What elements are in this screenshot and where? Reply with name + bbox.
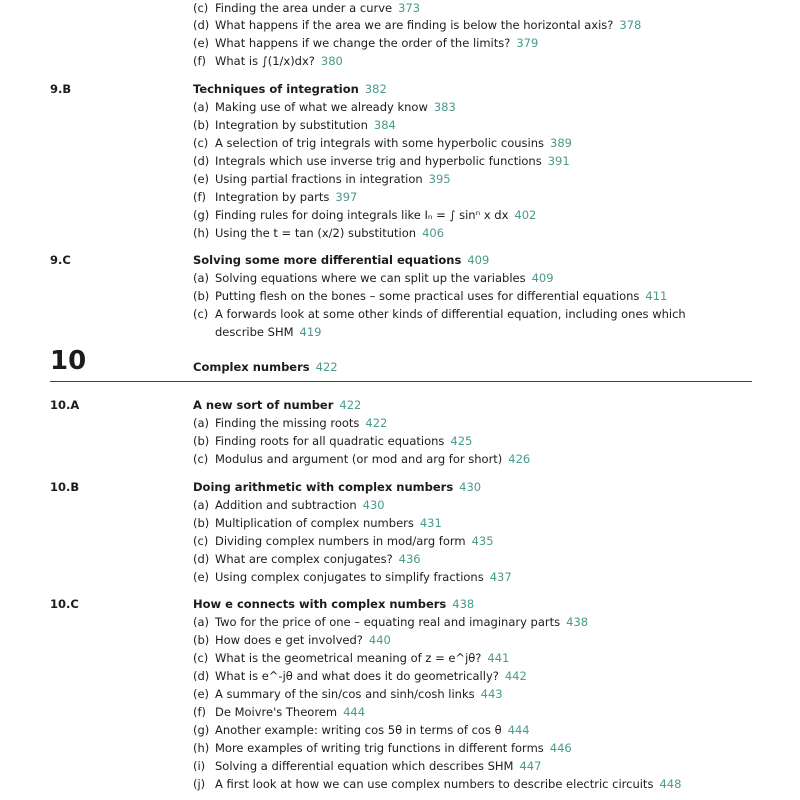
- entry-text: Two for the price of one – equating real and imaginary parts: [215, 615, 561, 629]
- toc-entry: [193, 136, 572, 150]
- entry-label: (c): [193, 452, 209, 466]
- toc-entry: [193, 307, 692, 321]
- entry-text: What happens if the area we are finding is below the horizontal axis?: [215, 18, 614, 32]
- entry-text: Using complex conjugates to simplify fractions: [215, 570, 484, 584]
- section-title-text: Techniques of integration: [193, 82, 359, 96]
- entry-label: (a): [193, 615, 210, 629]
- toc-entry: [193, 570, 512, 584]
- toc-entry: [193, 226, 444, 240]
- entry-text: Integration by substitution: [215, 118, 368, 132]
- entry-page: 379: [516, 36, 539, 50]
- entry-page: 402: [514, 208, 537, 222]
- entry-text: Multiplication of complex numbers: [215, 516, 414, 530]
- entry-label: (d): [193, 552, 210, 566]
- section-page: 438: [452, 597, 475, 611]
- toc-entry: [193, 208, 536, 222]
- entry-text: Solving equations where we can split up the variables: [215, 271, 526, 285]
- toc-entry: [193, 633, 391, 647]
- entry-label: (h): [193, 226, 210, 240]
- entry-text: Making use of what we already know: [215, 100, 428, 114]
- entry-label: (b): [193, 289, 210, 303]
- section-title: [193, 597, 474, 611]
- entry-text: Integrals which use inverse trig and hyperbolic functions: [215, 154, 542, 168]
- section-page: 382: [364, 82, 387, 96]
- entry-page: 395: [428, 172, 451, 186]
- entry-page: 436: [398, 552, 421, 566]
- entry-text: More examples of writing trig functions in different forms: [215, 741, 544, 755]
- entry-text: How does e get involved?: [215, 633, 363, 647]
- section-number: 10.C: [50, 597, 79, 611]
- entry-label: (a): [193, 271, 210, 285]
- toc-entry: [193, 100, 456, 114]
- entry-page: 443: [480, 687, 503, 701]
- entry-label: (h): [193, 741, 210, 755]
- entry-label: (c): [193, 136, 209, 150]
- entry-label: (d): [193, 18, 210, 32]
- entry-text: Finding rules for doing integrals like Iₙ = ∫ sinⁿ x dx: [215, 208, 509, 222]
- chapter-title: [193, 360, 338, 374]
- entry-page: 406: [422, 226, 445, 240]
- toc-entry: [193, 516, 442, 530]
- entry-label: (d): [193, 669, 210, 683]
- entry-text: Finding the missing roots: [215, 416, 360, 430]
- entry-label: (c): [193, 534, 209, 548]
- toc-entry: [193, 498, 385, 512]
- toc-entry: [193, 36, 538, 50]
- entry-page: 447: [519, 759, 542, 773]
- entry-page: 430: [362, 498, 385, 512]
- entry-text: What happens if we change the order of the limits?: [215, 36, 511, 50]
- entry-label: (a): [193, 100, 210, 114]
- section-page: 422: [339, 398, 362, 412]
- entry-page: 442: [504, 669, 527, 683]
- entry-page: 425: [450, 434, 473, 448]
- entry-label: (c): [193, 1, 209, 15]
- toc-entry: [193, 416, 387, 430]
- toc-entry: [193, 759, 541, 773]
- entry-text: A first look at how we can use complex numbers to describe electric circuits: [215, 777, 654, 791]
- entry-label: (b): [193, 434, 210, 448]
- entry-text: What is e^-jθ and what does it do geometrically?: [215, 669, 499, 683]
- toc-entry: [193, 705, 365, 719]
- entry-page: 438: [566, 615, 589, 629]
- entry-text: Solving a differential equation which describes SHM: [215, 759, 514, 773]
- entry-text: What is ∫(1/x)dx?: [215, 54, 315, 68]
- entry-label: (j): [193, 777, 206, 791]
- entry-page: 435: [471, 534, 494, 548]
- entry-text: What is the geometrical meaning of z = e^jθ?: [215, 651, 482, 665]
- entry-text: De Moivre's Theorem: [215, 705, 338, 719]
- toc-entry: [193, 534, 494, 548]
- entry-text: A selection of trig integrals with some hyperbolic cousins: [215, 136, 545, 150]
- entry-page: 380: [320, 54, 343, 68]
- section-title-text: Solving some more differential equations: [193, 253, 462, 267]
- entry-text: Finding roots for all quadratic equations: [215, 434, 445, 448]
- entry-page: 426: [508, 452, 531, 466]
- toc-entry: [193, 271, 554, 285]
- toc-entry: [193, 615, 588, 629]
- section-page: 430: [459, 480, 482, 494]
- toc-entry: [193, 118, 396, 132]
- entry-page: 378: [619, 18, 642, 32]
- entry-text: Putting flesh on the bones – some practical uses for differential equations: [215, 289, 640, 303]
- toc-entry: [193, 1, 420, 15]
- section-page: 409: [467, 253, 490, 267]
- entry-text: A forwards look at some other kinds of differential equation, including ones which: [215, 307, 686, 321]
- toc-entry: [193, 325, 321, 339]
- section-title-text: A new sort of number: [193, 398, 334, 412]
- toc-entry: [193, 687, 503, 701]
- entry-page: 422: [365, 416, 388, 430]
- section-title: [193, 82, 387, 96]
- toc-entry: [193, 154, 570, 168]
- entry-label: (a): [193, 416, 210, 430]
- entry-label: (i): [193, 759, 206, 773]
- entry-page: 409: [531, 271, 554, 285]
- entry-label: (b): [193, 516, 210, 530]
- toc-entry: [193, 18, 641, 32]
- toc-entry: [193, 723, 530, 737]
- entry-text: A summary of the sin/cos and sinh/cosh links: [215, 687, 475, 701]
- entry-text: Using the t = tan (x/2) substitution: [215, 226, 417, 240]
- entry-page: 444: [343, 705, 366, 719]
- entry-page: 440: [368, 633, 391, 647]
- section-title-text: Doing arithmetic with complex numbers: [193, 480, 454, 494]
- entry-label: (d): [193, 154, 210, 168]
- section-title: [193, 398, 361, 412]
- entry-page: 441: [487, 651, 510, 665]
- entry-page: 411: [645, 289, 668, 303]
- section-number: 9.C: [50, 253, 71, 267]
- entry-page: 448: [659, 777, 682, 791]
- entry-text: Addition and subtraction: [215, 498, 357, 512]
- toc-entry: [193, 54, 343, 68]
- chapter-title-text: Complex numbers: [193, 360, 310, 374]
- entry-label: (f): [193, 190, 207, 204]
- entry-page: 397: [335, 190, 358, 204]
- toc-entry: [193, 651, 509, 665]
- entry-page: 383: [433, 100, 456, 114]
- entry-label: (g): [193, 723, 210, 737]
- entry-page: 389: [550, 136, 572, 150]
- section-number: 9.B: [50, 82, 72, 96]
- section-number: 10.B: [50, 480, 80, 494]
- toc-entry: [193, 452, 530, 466]
- entry-text: Finding the area under a curve: [215, 1, 393, 15]
- entry-label: (g): [193, 208, 210, 222]
- toc-entry: [193, 669, 527, 683]
- chapter-number: 10: [50, 346, 87, 376]
- entry-label: (a): [193, 498, 210, 512]
- entry-text: Modulus and argument (or mod and arg for short): [215, 452, 503, 466]
- toc-entry: [193, 434, 472, 448]
- entry-label: (f): [193, 705, 207, 719]
- toc-entry: [193, 777, 681, 791]
- section-title-text: How e connects with complex numbers: [193, 597, 447, 611]
- entry-page: 384: [373, 118, 396, 132]
- entry-page: 419: [299, 325, 322, 339]
- entry-page: 437: [489, 570, 512, 584]
- toc-entry: [193, 741, 572, 755]
- entry-label: (e): [193, 172, 210, 186]
- entry-text: Using partial fractions in integration: [215, 172, 423, 186]
- toc-entry: [193, 289, 667, 303]
- entry-label: (c): [193, 651, 209, 665]
- entry-label: (e): [193, 36, 210, 50]
- entry-page: 391: [547, 154, 570, 168]
- entry-text: What are complex conjugates?: [215, 552, 393, 566]
- toc-entry: [193, 190, 357, 204]
- entry-label: (f): [193, 54, 207, 68]
- chapter-divider: [50, 381, 752, 382]
- section-title: [193, 480, 481, 494]
- entry-label: (c): [193, 307, 209, 321]
- toc-entry: [193, 172, 451, 186]
- entry-label: (e): [193, 570, 210, 584]
- entry-text: Dividing complex numbers in mod/arg form: [215, 534, 466, 548]
- entry-text: Integration by parts: [215, 190, 330, 204]
- entry-text: Another example: writing cos 5θ in terms of cos θ: [215, 723, 502, 737]
- entry-label: (b): [193, 633, 210, 647]
- toc-entry: [193, 552, 421, 566]
- entry-page: 446: [549, 741, 572, 755]
- section-title: [193, 253, 489, 267]
- entry-label: (b): [193, 118, 210, 132]
- entry-text: describe SHM: [215, 325, 294, 339]
- section-number: 10.A: [50, 398, 80, 412]
- entry-label: (e): [193, 687, 210, 701]
- chapter-page: 422: [315, 360, 338, 374]
- entry-page: 444: [507, 723, 530, 737]
- entry-page: 431: [419, 516, 442, 530]
- entry-page: 373: [398, 1, 421, 15]
